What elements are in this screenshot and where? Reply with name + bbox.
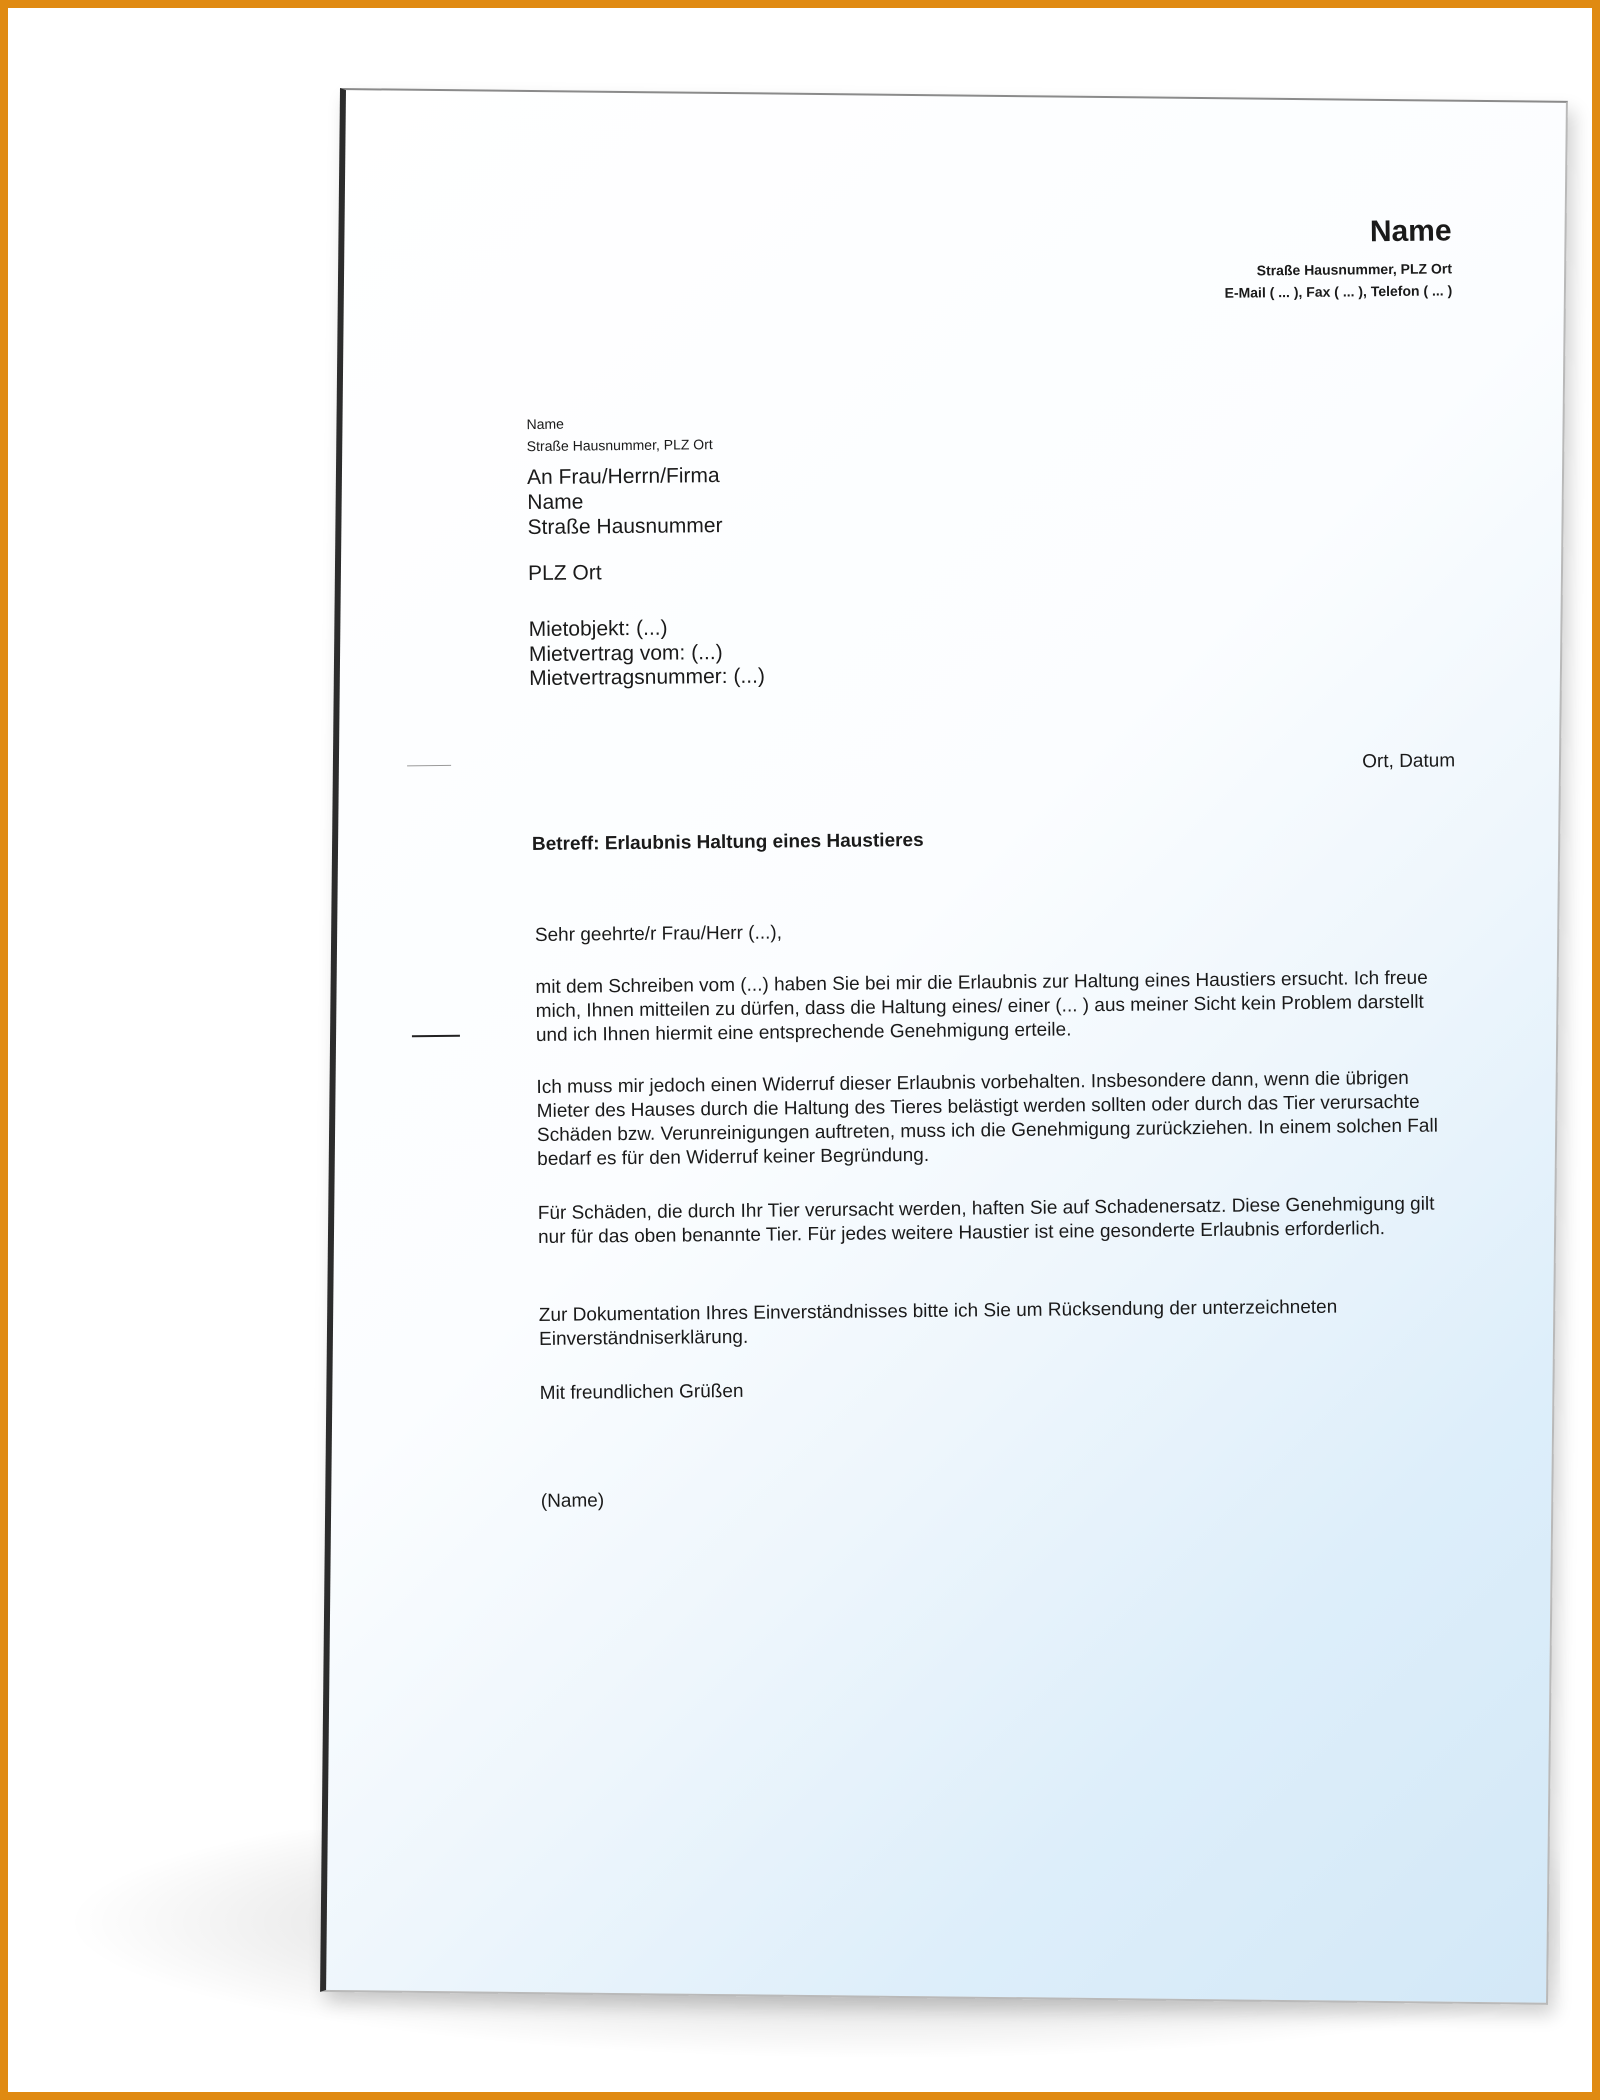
signature-name: (Name) <box>540 1490 605 1512</box>
body-paragraph-1: mit dem Schreiben vom (...) haben Sie bei mir die Erlaubnis zur Haltung eines Haustiers ersucht. Ich freue mich, Ihnen mitteilen zu dürfen, dass die Haltung eines/ einer (... ) aus meiner Sicht kein Problem darstellt und ich Ihnen hiermit eine entsprechende Genehmigung erteile. <box>535 967 1428 1046</box>
place-date: Ort, Datum <box>1362 750 1456 773</box>
reference-contract-date: Mietvertrag vom: (...) <box>528 641 723 667</box>
sender-address: Straße Hausnummer, PLZ Ort <box>1256 260 1453 279</box>
body-paragraph-4: Zur Dokumentation Ihres Einverständnisses bitte ich Sie um Rücksendung der unterzeichneten Einverständniserklärung. <box>538 1296 1338 1350</box>
salutation: Sehr geehrte/r Frau/Herr (...), <box>534 922 783 947</box>
fold-mark-top <box>407 765 451 766</box>
recipient-line-4: PLZ Ort <box>527 561 602 586</box>
letter <box>340 75 1580 1988</box>
recipient-line-2: Name <box>527 490 584 515</box>
return-address-street: Straße Hausnummer, PLZ Ort <box>526 436 713 455</box>
body-paragraph-3: Für Schäden, die durch Ihr Tier verursacht werden, haften Sie auf Schadenersatz. Diese Genehmigung gilt nur für das oben benannte Tier. Für jedes weitere Haustier ist eine gesonderte Erlaubnis erforderlich. <box>537 1193 1435 1248</box>
subject-line: Betreff: Erlaubnis Haltung eines Haustieres <box>531 829 924 856</box>
return-address-name: Name <box>526 415 564 433</box>
sender-contact: E-Mail ( ... ), Fax ( ... ), Telefon ( ... ) <box>1224 282 1453 301</box>
reference-contract-number: Mietvertragsnummer: (...) <box>529 664 766 691</box>
closing: Mit freundlichen Grüßen <box>539 1380 744 1404</box>
punch-mark <box>412 1035 460 1038</box>
reference-object: Mietobjekt: (...) <box>528 616 668 642</box>
body-paragraph-2: Ich muss mir jedoch einen Widerruf dieser Erlaubnis vorbehalten. Insbesondere dann, wenn die übrigen Mieter des Hauses durch die Haltung des Tieres belästigt werden sollten oder durch das Tier verursachte Schäden bzw. Verunreinigungen auftreten, muss ich die Genehmigung zurückziehen. In einem solchen Fall bedarf es für den Widerruf keiner Begründung. <box>536 1067 1438 1170</box>
recipient-line-1: An Frau/Herrn/Firma <box>526 464 720 490</box>
recipient-line-3: Straße Hausnummer <box>527 514 723 540</box>
sender-name: Name <box>1369 214 1452 249</box>
